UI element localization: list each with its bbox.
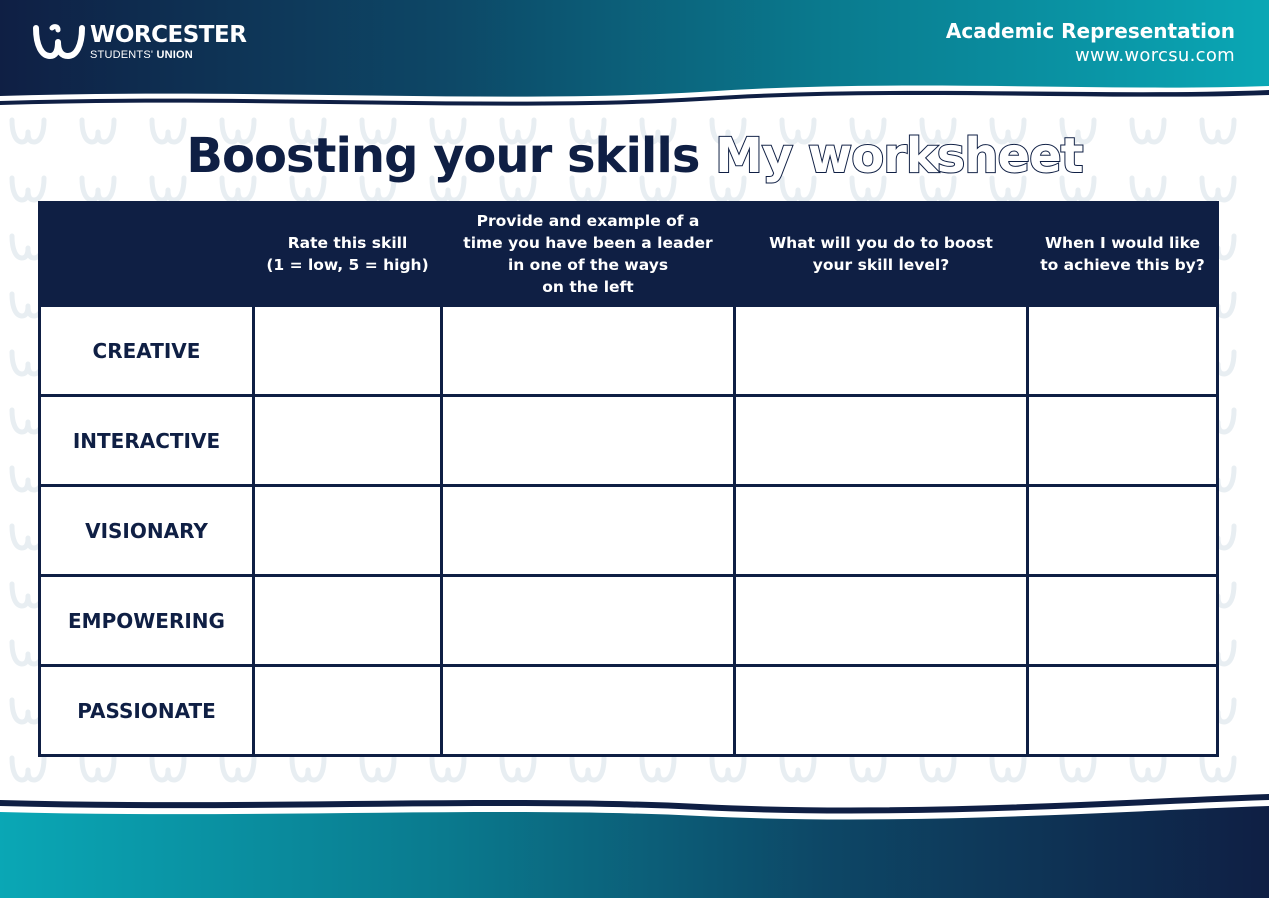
table-row [40,396,1218,486]
skill-label: PASSIONATE [40,666,254,756]
date-cell[interactable] [1028,486,1218,576]
title-part-1: Boosting your skills [186,128,700,184]
header-rate-skill: Rate this skill (1 = low, 5 = high) [254,203,442,306]
header-boost: What will you do to boost your skill level? [735,203,1028,306]
worksheet-table [38,201,1219,757]
boost-cell[interactable] [735,576,1028,666]
example-cell[interactable] [442,306,735,396]
boost-cell[interactable] [735,396,1028,486]
skill-label: EMPOWERING [40,576,254,666]
skill-label: CREATIVE [40,306,254,396]
header-example: Provide and example of a time you have been a leader in one of the ways on the left [442,203,735,306]
date-cell[interactable] [1028,666,1218,756]
table-row [40,666,1218,756]
logo-name: WORCESTER [90,21,247,48]
example-cell[interactable] [442,396,735,486]
rating-cell[interactable] [254,486,442,576]
table-row [40,306,1218,396]
header-achieve-by: When I would like to achieve this by? [1028,203,1218,306]
rating-cell[interactable] [254,666,442,756]
logo-subtitle: STUDENTS' UNION [90,48,193,61]
website-link[interactable]: www.worcsu.com [1074,45,1235,66]
title-part-2: My worksheet [715,128,1083,184]
rating-cell[interactable] [254,396,442,486]
date-cell[interactable] [1028,306,1218,396]
boost-cell[interactable] [735,486,1028,576]
example-cell[interactable] [442,666,735,756]
skill-label: INTERACTIVE [40,396,254,486]
boost-cell[interactable] [735,306,1028,396]
example-cell[interactable] [442,576,735,666]
boost-cell[interactable] [735,666,1028,756]
page-title [0,128,1269,184]
date-cell[interactable] [1028,576,1218,666]
header-info [946,19,1235,66]
header-cell-empty [40,203,254,306]
rating-cell[interactable] [254,576,442,666]
date-cell[interactable] [1028,396,1218,486]
department-label: Academic Representation [945,19,1235,43]
footer-band [0,780,1269,898]
skill-label: VISIONARY [40,486,254,576]
table-header-row [40,203,1218,306]
su-logo-icon [32,22,86,62]
example-cell[interactable] [442,486,735,576]
worcester-su-logo[interactable] [32,22,246,62]
rating-cell[interactable] [254,306,442,396]
footer-wave [0,780,1269,898]
table-row [40,486,1218,576]
table-row [40,576,1218,666]
